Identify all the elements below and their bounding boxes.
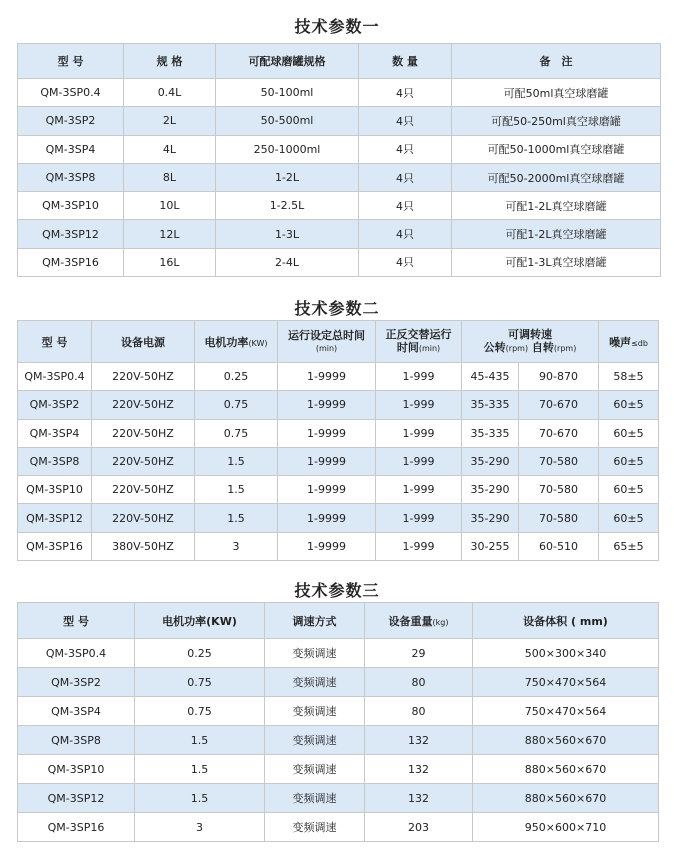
model-cell: QM-3SP8 <box>18 163 124 191</box>
table-row <box>18 697 659 726</box>
weight-cell: 29 <box>365 639 473 668</box>
table1-header-jar-spec: 可配球磨罐规格 <box>216 44 359 79</box>
table3-header-weight-unit: (kg) <box>432 617 449 627</box>
spec-table-2 <box>17 320 659 561</box>
table2-header-motor-power <box>195 321 278 363</box>
table3-header-row <box>18 603 659 639</box>
motor-power-cell: 1.5 <box>135 755 265 784</box>
capacity-cell: 0.4L <box>124 79 216 107</box>
quantity-cell: 4只 <box>359 163 452 191</box>
table-row <box>18 668 659 697</box>
remarks-cell: 可配50-2000ml真空球磨罐 <box>452 163 661 191</box>
remarks-cell: 可配50-250ml真空球磨罐 <box>452 107 661 135</box>
jar-spec-cell: 250-1000ml <box>216 135 359 163</box>
motor-power-cell: 1.5 <box>195 447 278 475</box>
motor-power-cell: 1.5 <box>135 726 265 755</box>
remarks-cell: 可配50-1000ml真空球磨罐 <box>452 135 661 163</box>
model-cell: QM-3SP12 <box>18 784 135 813</box>
table2-header-revolution-unit: (rpm) <box>505 344 529 353</box>
table-row <box>18 755 659 784</box>
rotation-speed-cell: 70-580 <box>519 447 599 475</box>
motor-power-cell: 0.75 <box>195 419 278 447</box>
noise-cell: 60±5 <box>599 419 659 447</box>
table-row <box>18 192 661 220</box>
table-row <box>18 107 661 135</box>
capacity-cell: 8L <box>124 163 216 191</box>
jar-spec-cell: 1-2.5L <box>216 192 359 220</box>
power-supply-cell: 380V-50HZ <box>92 532 195 560</box>
noise-cell: 58±5 <box>599 363 659 391</box>
table2-header-noise-label: 噪声 <box>609 335 632 349</box>
run-time-cell: 1-9999 <box>278 447 376 475</box>
model-cell: QM-3SP0.4 <box>18 79 124 107</box>
volume-cell: 950×600×710 <box>473 813 659 842</box>
model-cell: QM-3SP16 <box>18 248 124 276</box>
table2-header-motor-power-unit: (KW) <box>248 338 268 348</box>
table1-header-remarks: 备 注 <box>452 44 661 79</box>
motor-power-cell: 0.25 <box>195 363 278 391</box>
table-row <box>18 504 659 532</box>
speed-mode-cell: 变频调速 <box>265 755 365 784</box>
quantity-cell: 4只 <box>359 79 452 107</box>
model-cell: QM-3SP0.4 <box>18 363 92 391</box>
revolution-speed-cell: 35-335 <box>462 391 519 419</box>
run-time-cell: 1-9999 <box>278 504 376 532</box>
rotation-speed-cell: 90-870 <box>519 363 599 391</box>
motor-power-cell: 0.75 <box>135 697 265 726</box>
model-cell: QM-3SP4 <box>18 135 124 163</box>
speed-mode-cell: 变频调速 <box>265 726 365 755</box>
noise-cell: 60±5 <box>599 476 659 504</box>
volume-cell: 880×560×670 <box>473 726 659 755</box>
table3-header-weight-label: 设备重量 <box>388 614 433 628</box>
revolution-speed-cell: 35-335 <box>462 419 519 447</box>
power-supply-cell: 220V-50HZ <box>92 504 195 532</box>
noise-cell: 60±5 <box>599 391 659 419</box>
model-cell: QM-3SP4 <box>18 419 92 447</box>
rotation-speed-cell: 70-580 <box>519 476 599 504</box>
noise-cell: 60±5 <box>599 504 659 532</box>
noise-cell: 60±5 <box>599 447 659 475</box>
table2-header-rotation-unit: (rpm) <box>553 344 577 353</box>
weight-cell: 80 <box>365 697 473 726</box>
power-supply-cell: 220V-50HZ <box>92 476 195 504</box>
motor-power-cell: 0.75 <box>135 668 265 697</box>
spec-table-3 <box>17 602 659 842</box>
quantity-cell: 4只 <box>359 192 452 220</box>
table2-header-power-supply: 设备电源 <box>92 321 195 363</box>
capacity-cell: 2L <box>124 107 216 135</box>
quantity-cell: 4只 <box>359 107 452 135</box>
weight-cell: 80 <box>365 668 473 697</box>
table2-title: 技术参数二 <box>294 299 380 318</box>
model-cell: QM-3SP2 <box>18 668 135 697</box>
jar-spec-cell: 50-500ml <box>216 107 359 135</box>
table2-header-revolution: 公转 <box>483 341 506 354</box>
table2-header-noise-unit: ≤db <box>631 338 648 348</box>
model-cell: QM-3SP8 <box>18 447 92 475</box>
volume-cell: 750×470×564 <box>473 697 659 726</box>
table3-header-weight <box>365 603 473 639</box>
capacity-cell: 16L <box>124 248 216 276</box>
table2-header-speed-label: 可调转速 <box>508 328 552 341</box>
table2-header-rotation: 自转 <box>531 341 554 354</box>
jar-spec-cell: 2-4L <box>216 248 359 276</box>
noise-cell: 65±5 <box>599 532 659 560</box>
motor-power-cell: 1.5 <box>195 476 278 504</box>
table2-header-noise <box>599 321 659 363</box>
table2-header-run-time-unit: (min) <box>315 343 338 353</box>
table-row <box>18 163 661 191</box>
spec-table-1 <box>17 43 661 277</box>
table3-header-model: 型 号 <box>18 603 135 639</box>
table2-header-alternating-time-unit: (min) <box>418 344 441 353</box>
power-supply-cell: 220V-50HZ <box>92 391 195 419</box>
alternating-time-cell: 1-999 <box>376 504 462 532</box>
remarks-cell: 可配1-3L真空球磨罐 <box>452 248 661 276</box>
power-supply-cell: 220V-50HZ <box>92 447 195 475</box>
revolution-speed-cell: 35-290 <box>462 476 519 504</box>
remarks-cell: 可配50ml真空球磨罐 <box>452 79 661 107</box>
model-cell: QM-3SP12 <box>18 220 124 248</box>
remarks-cell: 可配1-2L真空球磨罐 <box>452 220 661 248</box>
quantity-cell: 4只 <box>359 248 452 276</box>
alternating-time-cell: 1-999 <box>376 532 462 560</box>
table1-header-quantity: 数 量 <box>359 44 452 79</box>
table-row <box>18 248 661 276</box>
table2-header-alternating-time-label-2: 时间 <box>396 341 419 354</box>
rotation-speed-cell: 70-670 <box>519 391 599 419</box>
jar-spec-cell: 1-2L <box>216 163 359 191</box>
table3-header-volume: 设备体积 ( mm) <box>473 603 659 639</box>
table1-header-capacity: 规 格 <box>124 44 216 79</box>
weight-cell: 203 <box>365 813 473 842</box>
remarks-cell: 可配1-2L真空球磨罐 <box>452 192 661 220</box>
model-cell: QM-3SP0.4 <box>18 639 135 668</box>
capacity-cell: 10L <box>124 192 216 220</box>
table-row <box>18 476 659 504</box>
table-row <box>18 532 659 560</box>
run-time-cell: 1-9999 <box>278 532 376 560</box>
table1-header-model: 型 号 <box>18 44 124 79</box>
model-cell: QM-3SP10 <box>18 192 124 220</box>
weight-cell: 132 <box>365 726 473 755</box>
table-row <box>18 363 659 391</box>
table-row <box>18 813 659 842</box>
revolution-speed-cell: 35-290 <box>462 504 519 532</box>
table-row <box>18 220 661 248</box>
model-cell: QM-3SP10 <box>18 476 92 504</box>
table3-header-motor-power: 电机功率(KW) <box>135 603 265 639</box>
table2-header-speed <box>462 321 599 363</box>
model-cell: QM-3SP2 <box>18 107 124 135</box>
table2-header-alternating-time <box>376 321 462 363</box>
table-row <box>18 726 659 755</box>
model-cell: QM-3SP16 <box>18 532 92 560</box>
table-row <box>18 447 659 475</box>
motor-power-cell: 0.25 <box>135 639 265 668</box>
alternating-time-cell: 1-999 <box>376 363 462 391</box>
table1-header-row <box>18 44 661 79</box>
table-row <box>18 639 659 668</box>
speed-mode-cell: 变频调速 <box>265 697 365 726</box>
alternating-time-cell: 1-999 <box>376 447 462 475</box>
rotation-speed-cell: 60-510 <box>519 532 599 560</box>
table3-title: 技术参数三 <box>294 581 380 600</box>
table2-header-alternating-time-label-1: 正反交替运行 <box>385 328 452 341</box>
motor-power-cell: 1.5 <box>135 784 265 813</box>
speed-mode-cell: 变频调速 <box>265 668 365 697</box>
table-row <box>18 79 661 107</box>
model-cell: QM-3SP8 <box>18 726 135 755</box>
weight-cell: 132 <box>365 755 473 784</box>
table-row <box>18 135 661 163</box>
motor-power-cell: 3 <box>135 813 265 842</box>
run-time-cell: 1-9999 <box>278 363 376 391</box>
volume-cell: 880×560×670 <box>473 755 659 784</box>
power-supply-cell: 220V-50HZ <box>92 363 195 391</box>
run-time-cell: 1-9999 <box>278 391 376 419</box>
motor-power-cell: 3 <box>195 532 278 560</box>
jar-spec-cell: 50-100ml <box>216 79 359 107</box>
quantity-cell: 4只 <box>359 135 452 163</box>
table-row <box>18 784 659 813</box>
volume-cell: 880×560×670 <box>473 784 659 813</box>
model-cell: QM-3SP10 <box>18 755 135 784</box>
weight-cell: 132 <box>365 784 473 813</box>
speed-mode-cell: 变频调速 <box>265 784 365 813</box>
alternating-time-cell: 1-999 <box>376 476 462 504</box>
capacity-cell: 4L <box>124 135 216 163</box>
table2-header-row <box>18 321 659 363</box>
model-cell: QM-3SP12 <box>18 504 92 532</box>
table-row <box>18 419 659 447</box>
jar-spec-cell: 1-3L <box>216 220 359 248</box>
revolution-speed-cell: 35-290 <box>462 447 519 475</box>
revolution-speed-cell: 30-255 <box>462 532 519 560</box>
run-time-cell: 1-9999 <box>278 419 376 447</box>
table2-header-run-time <box>278 321 376 363</box>
motor-power-cell: 0.75 <box>195 391 278 419</box>
run-time-cell: 1-9999 <box>278 476 376 504</box>
table3-header-speed-mode: 调速方式 <box>265 603 365 639</box>
speed-mode-cell: 变频调速 <box>265 813 365 842</box>
quantity-cell: 4只 <box>359 220 452 248</box>
table2-header-run-time-label: 运行设定总时间 <box>288 328 365 342</box>
model-cell: QM-3SP2 <box>18 391 92 419</box>
alternating-time-cell: 1-999 <box>376 419 462 447</box>
table1-title: 技术参数一 <box>294 17 380 36</box>
power-supply-cell: 220V-50HZ <box>92 419 195 447</box>
motor-power-cell: 1.5 <box>195 504 278 532</box>
rotation-speed-cell: 70-580 <box>519 504 599 532</box>
volume-cell: 750×470×564 <box>473 668 659 697</box>
table2-header-model: 型 号 <box>18 321 92 363</box>
table2-header-motor-power-label: 电机功率 <box>204 335 249 349</box>
revolution-speed-cell: 45-435 <box>462 363 519 391</box>
model-cell: QM-3SP16 <box>18 813 135 842</box>
volume-cell: 500×300×340 <box>473 639 659 668</box>
model-cell: QM-3SP4 <box>18 697 135 726</box>
speed-mode-cell: 变频调速 <box>265 639 365 668</box>
alternating-time-cell: 1-999 <box>376 391 462 419</box>
capacity-cell: 12L <box>124 220 216 248</box>
rotation-speed-cell: 70-670 <box>519 419 599 447</box>
table-row <box>18 391 659 419</box>
